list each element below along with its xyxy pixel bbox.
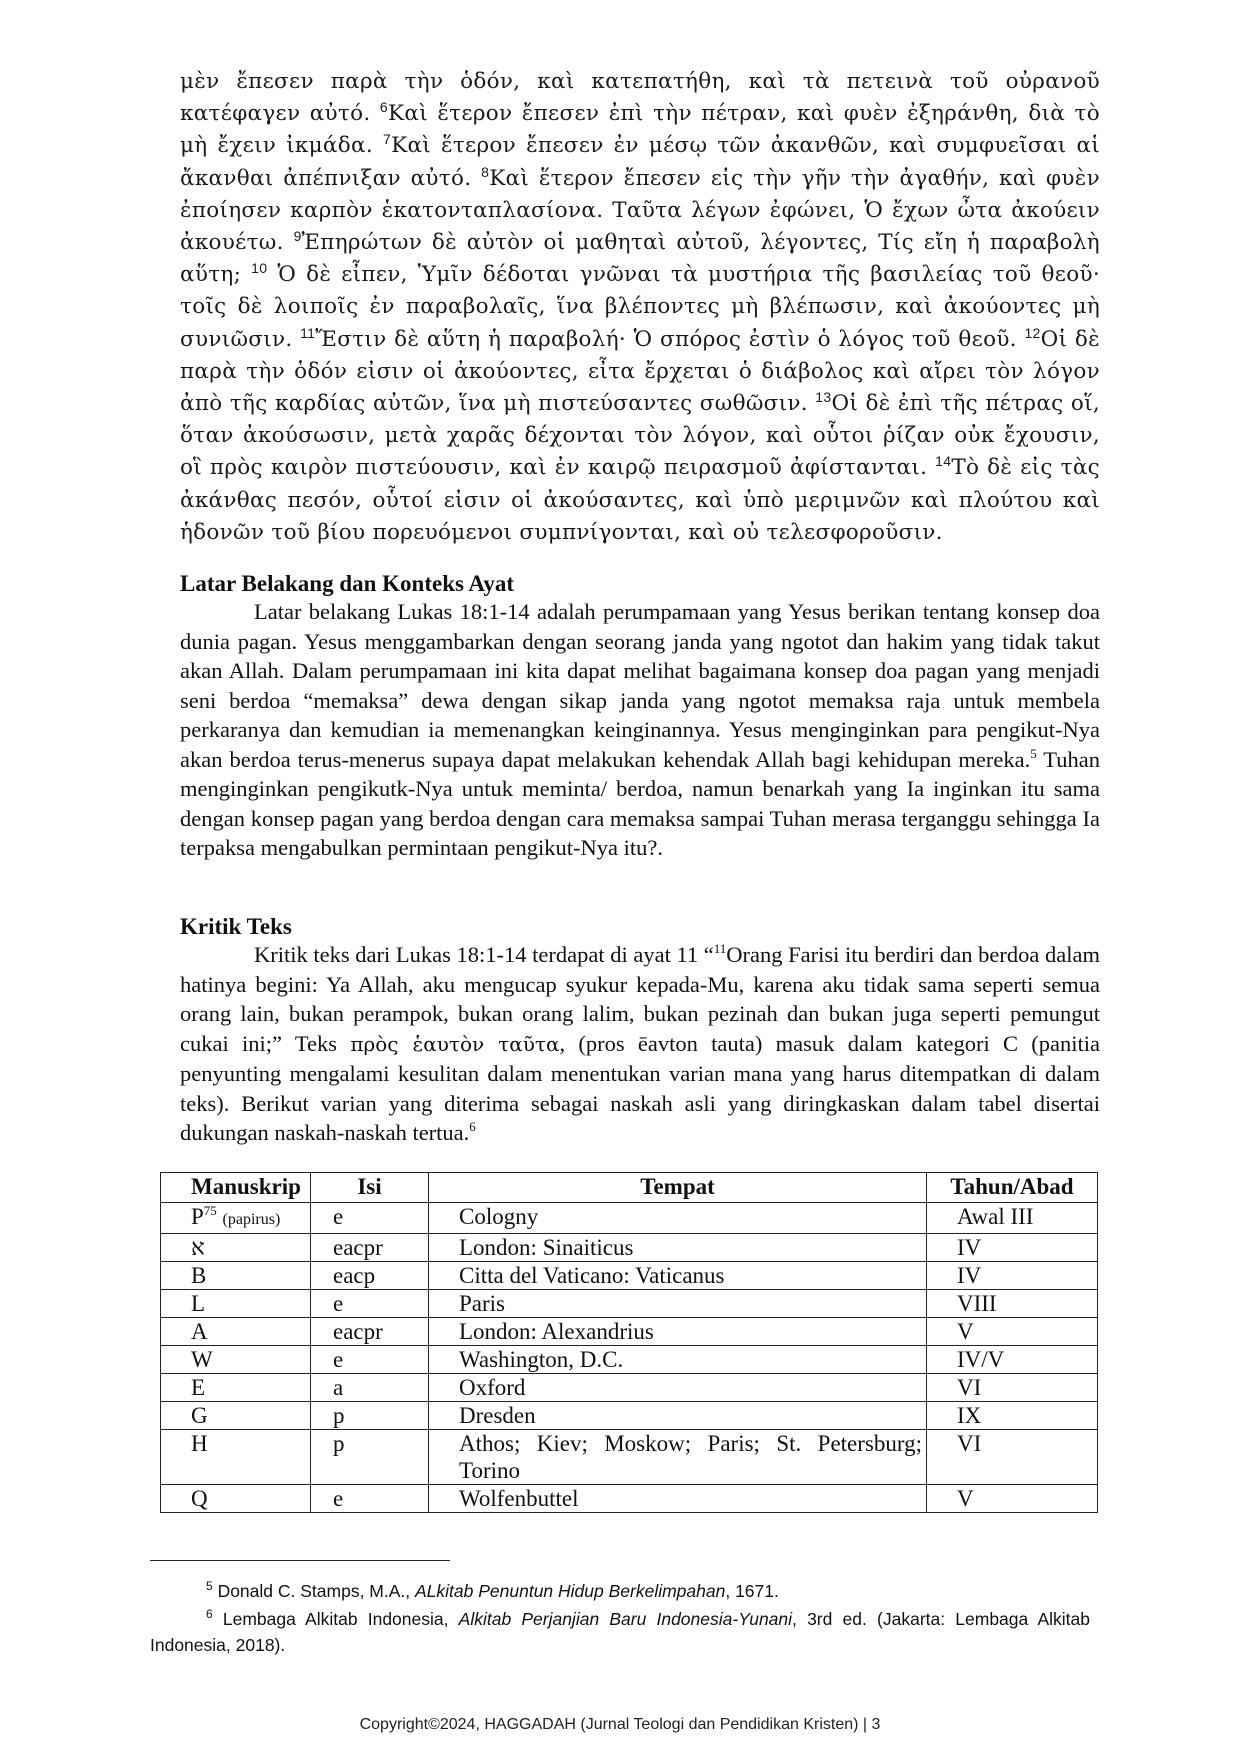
greek-sentence: Ἔστιν δὲ αὕτη ἡ παραβολή· Ὁ σπόρος ἐστὶν ὁ λόγος τοῦ θεοῦ. xyxy=(315,326,1017,352)
greek-phrase: πρὸς ἑαυτὸν ταῦτα xyxy=(350,1031,560,1056)
verse-number: 10 xyxy=(251,260,268,277)
footnote-text: Lembaga Alkitab Indonesia, xyxy=(222,1609,459,1629)
content-cell: p xyxy=(311,1430,429,1485)
place-cell: Oxford xyxy=(429,1374,927,1402)
greek-sentence: Καὶ ἕτερον ἔπεσεν ἐν μέσῳ τῶν ἀκανθῶν, καὶ συμφυεῖσαι αἱ ἄκανθαι ἀπέπνιξαν αὐτό. xyxy=(180,133,1101,191)
footnote-text: , 1671. xyxy=(725,1581,779,1601)
section-heading: Latar Belakang dan Konteks Ayat xyxy=(180,571,514,596)
manuscript-cell: A xyxy=(161,1318,311,1346)
table-row xyxy=(161,1430,1098,1485)
manuscript-cell: E xyxy=(161,1374,311,1402)
column-header: Manuskrip xyxy=(161,1173,311,1203)
place-cell: Paris xyxy=(429,1290,927,1318)
date-cell: VI xyxy=(927,1374,1098,1402)
column-header: Tahun/Abad xyxy=(927,1173,1098,1203)
paragraph-text: Orang Farisi itu berdiri dan berdoa dalam hatinya begini: Ya Allah, aku mengucap syukur kepada-Mu, karena aku tidak sama seperti semua orang lain, bukan perampok, bukan orang lalim, bukan pezinah dan bukan juga seperti pemungut cukai ini;” Teks xyxy=(180,942,1100,1056)
section-paragraph xyxy=(180,597,1100,863)
verse-number: 13 xyxy=(815,389,832,406)
section-paragraph xyxy=(180,940,1100,1148)
table-row xyxy=(161,1290,1098,1318)
place-cell: Citta del Vaticano: Vaticanus xyxy=(429,1262,927,1290)
place-cell: Wolfenbuttel xyxy=(429,1485,927,1513)
footnote-number: 6 xyxy=(206,1607,213,1621)
greek-sentence: Τὸ δὲ εἰς τὰς ἀκάνθας πεσόν, οὗτοί εἰσιν οἱ ἀκούσαντες, καὶ ὑπὸ μεριμνῶν καὶ πλούτου καὶ ἡδονῶν τοῦ βίου πορευόμενοι συμπνίγονται, καὶ οὐ τελεσφοροῦσιν. xyxy=(180,455,1101,545)
place-cell: London: Alexandrius xyxy=(429,1318,927,1346)
content-cell: a xyxy=(311,1374,429,1402)
column-header: Isi xyxy=(311,1173,429,1203)
verse-number: 6 xyxy=(379,99,389,116)
date-cell: IV/V xyxy=(927,1346,1098,1374)
footnote-title: Alkitab Perjanjian Baru Indonesia-Yunani xyxy=(458,1609,793,1629)
footnote-text: Donald C. Stamps, M.A., xyxy=(217,1581,415,1601)
table-row xyxy=(161,1203,1098,1234)
manuscript-cell: H xyxy=(161,1430,311,1485)
date-cell: VIII xyxy=(927,1290,1098,1318)
date-cell: V xyxy=(927,1318,1098,1346)
place-cell: London: Sinaiticus xyxy=(429,1234,927,1262)
date-cell: V xyxy=(927,1485,1098,1513)
footnote-number: 5 xyxy=(206,1579,213,1593)
table-row xyxy=(161,1374,1098,1402)
footnote-ref[interactable]: 6 xyxy=(469,1119,476,1134)
manuscript-note: (papirus) xyxy=(222,1211,281,1228)
table-row xyxy=(161,1262,1098,1290)
greek-sentence: Οἱ δὲ ἐπὶ τῆς πέτρας οἵ, ὅταν ἀκούσωσιν, μετὰ χαρᾶς δέχονται τὸν λόγον, καὶ οὗτοι ῥίζαν οὐκ ἔχουσιν, οἳ πρὸς καιρὸν πιστεύουσιν, καὶ ἐν καιρῷ πειρασμοῦ ἀφίστανται. xyxy=(180,391,1100,481)
content-cell: e xyxy=(311,1485,429,1513)
page-footer: Copyright©2024, HAGGADAH (Jurnal Teologi dan Pendidikan Kristen) | 3 xyxy=(359,1716,881,1733)
date-cell: VI xyxy=(927,1430,1098,1485)
paragraph-text: Tuhan menginginkan pengikutk-Nya untuk meminta/ berdoa, namun benarkah yang Ia inginkan itu sama dengan konsep pagan yang berdoa dengan cara memaksa sampai Tuhan merasa terganggu sehingga Ia terpaksa mengabulkan permintaan pengikut-Nya itu?. xyxy=(180,746,1100,860)
place-cell: Colognу xyxy=(429,1203,927,1234)
verse-ref: 11 xyxy=(713,941,727,956)
place-cell: Washington, D.C. xyxy=(429,1346,927,1374)
content-cell: e xyxy=(311,1290,429,1318)
manuscript-cell: G xyxy=(161,1402,311,1430)
content-cell: e xyxy=(311,1346,429,1374)
place-cell: Dresden xyxy=(429,1402,927,1430)
content-cell: eacpr xyxy=(311,1234,429,1262)
footnote xyxy=(150,1578,1090,1604)
table-row xyxy=(161,1234,1098,1262)
verse-number: 9 xyxy=(293,228,302,245)
greek-sentence: Ἐπηρώτων δὲ αὐτὸν οἱ μαθηταὶ αὐτοῦ, λέγοντες, Τίς εἴη ἡ παραβολὴ αὕτη; xyxy=(180,230,1100,288)
greek-sentence: μὲν ἔπεσεν παρὰ τὴν ὁδόν, καὶ κατεπατήθη, καὶ τὰ πετεινὰ τοῦ οὐρανοῦ κατέφαγεν αὐτό. xyxy=(180,69,1100,127)
column-header: Tempat xyxy=(429,1173,927,1203)
greek-sentence: Καὶ ἕτερον ἔπεσεν ἐπὶ τὴν πέτραν, καὶ φυὲν ἐξηράνθη, διὰ τὸ μὴ ἔχειν ἰκμάδα. xyxy=(180,101,1100,159)
greek-sentence: Ὁ δὲ εἶπεν, Ὑμῖν δέδοται γνῶναι τὰ μυστήρια τῆς βασιλείας τοῦ θεοῦ· τοῖς δὲ λοιποῖς ἐν παραβολαῖς, ἵνα βλέποντες μὴ βλέπωσιν, καὶ ἀκούοντες μὴ συνιῶσιν. xyxy=(180,262,1100,352)
content-cell: p xyxy=(311,1402,429,1430)
section-heading: Kritik Teks xyxy=(180,914,292,939)
footnote-title: ALkitab Penuntun Hidup Berkelimpahan xyxy=(415,1581,726,1601)
table-row xyxy=(161,1402,1098,1430)
table-header-row xyxy=(161,1173,1098,1203)
manuscript-cell: L xyxy=(161,1290,311,1318)
greek-passage xyxy=(180,66,1100,549)
manuscript-cell: B xyxy=(161,1262,311,1290)
paragraph-text: Latar belakang Lukas 18:1-14 adalah perumpamaan yang Yesus berikan tentang konsep doa dunia pagan. Yesus menggambarkan dengan seorang janda yang ngotot dan hakim yang tidak takut akan Allah. Dalam perumpamaan ini kita dapat melihat bagaimana konsep doa pagan yang menjadi seni berdoa “memaksa” dewa dengan sikap janda yang ngotot memaksa raja untuk membela perkaranya dan kemudian ia memenangkan keinginannya. Yesus menginginkan para pengikut-Nya akan berdoa terus-menerus supaya dapat melakukan kehendak Allah bagi kehidupan mereka. xyxy=(180,599,1100,772)
table-row xyxy=(161,1318,1098,1346)
manuscript-cell xyxy=(161,1203,311,1234)
footnote-divider xyxy=(150,1560,450,1561)
paragraph-text: , (pros ēavton tauta) masuk dalam kategori C (panitia penyunting mengalami kesulitan dalam menentukan varian mana yang harus ditempatkan di dalam teks). Berikut varian yang diterima sebagai naskah asli yang diringkaskan dalam tabel disertai dukungan naskah-naskah tertua. xyxy=(180,1030,1100,1145)
footnote-text: , 3rd ed. (Jakarta: Lembaga Alkitab Indonesia, 2018). xyxy=(150,1609,1090,1655)
content-cell: eacp xyxy=(311,1262,429,1290)
manuscript-table xyxy=(160,1172,1098,1513)
manuscript-cell: Q xyxy=(161,1485,311,1513)
manuscript-number: 75 xyxy=(203,1203,217,1218)
date-cell: IV xyxy=(927,1234,1098,1262)
greek-sentence: Οἱ δὲ παρὰ τὴν ὁδόν εἰσιν οἱ ἀκούοντες, εἶτα ἔρχεται ὁ διάβολος καὶ αἴρει τὸν λόγον ἀπὸ τῆς καρδίας αὐτῶν, ἵνα μὴ πιστεύσαντες σωθῶσιν. xyxy=(180,326,1100,417)
verse-number: 12 xyxy=(1024,324,1041,341)
date-cell: Awal III xyxy=(927,1203,1098,1234)
date-cell: IX xyxy=(927,1402,1098,1430)
manuscript-cell: W xyxy=(161,1346,311,1374)
verse-number: 7 xyxy=(383,131,392,148)
manuscript-cell: א xyxy=(161,1234,311,1262)
footnote xyxy=(150,1606,1090,1658)
greek-sentence: Καὶ ἕτερον ἔπεσεν εἰς τὴν γῆν τὴν ἀγαθήν, καὶ φυὲν ἐποίησεν καρπὸν ἑκατονταπλασίονα. Ταῦτα λέγων ἐφώνει, Ὁ ἔχων ὦτα ἀκούειν ἀκουέτω. xyxy=(180,165,1100,256)
verse-number: 14 xyxy=(935,453,952,470)
content-cell: e xyxy=(311,1203,429,1234)
paragraph-text: Kritik teks dari Lukas 18:1-14 terdapat di ayat 11 “ xyxy=(254,942,714,967)
table-row xyxy=(161,1346,1098,1374)
date-cell: IV xyxy=(927,1262,1098,1290)
manuscript-siglum: P xyxy=(191,1204,204,1229)
verse-number: 8 xyxy=(481,163,490,180)
verse-number: 11 xyxy=(300,324,316,341)
table-row xyxy=(161,1485,1098,1513)
content-cell: eacpr xyxy=(311,1318,429,1346)
footnote-ref[interactable]: 5 xyxy=(1030,745,1037,761)
place-cell: Athos; Kiev; Moskow; Paris; St. Petersburg; Torino xyxy=(429,1430,927,1485)
